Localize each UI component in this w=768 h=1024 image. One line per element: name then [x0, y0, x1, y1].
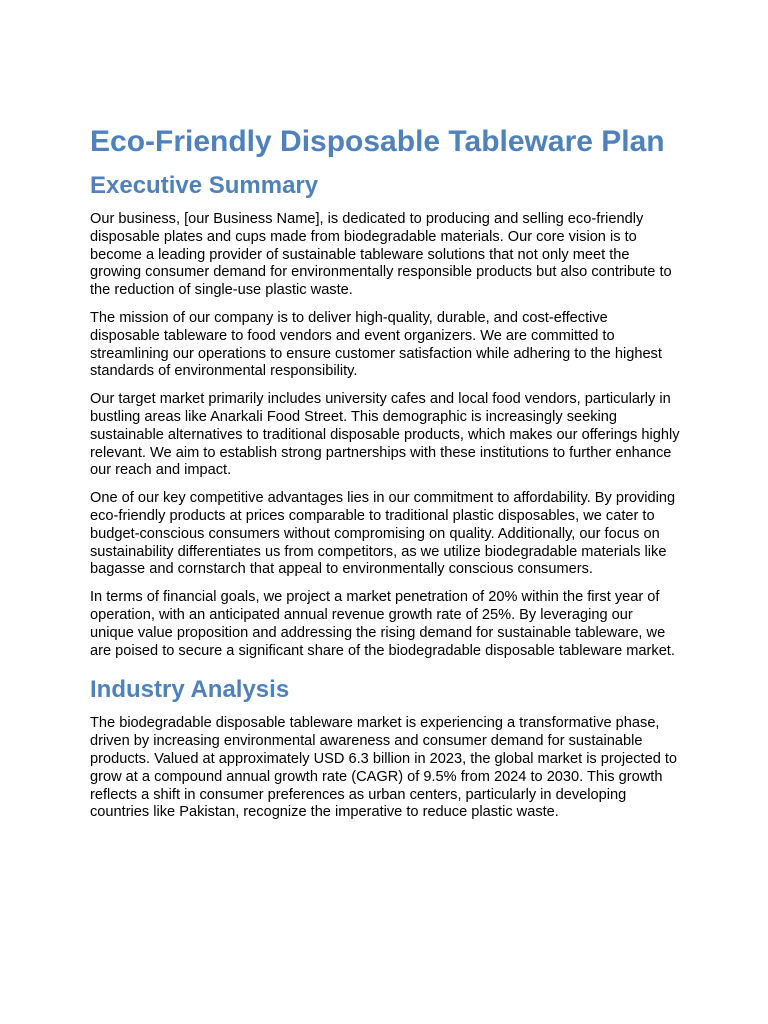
- section-heading: Executive Summary: [90, 172, 319, 199]
- document-page: [90, 122, 680, 832]
- section-industry-analysis: [90, 674, 680, 822]
- section-executive-summary: [90, 170, 680, 660]
- paragraph: The mission of our company is to deliver high-quality, durable, and cost-effective disposable tableware to food vendors and event organizers. We are committed to streamlining our operations to ensure customer satisfaction while adhering to the highest standards of environmental responsibility.: [90, 309, 662, 380]
- paragraph: One of our key competitive advantages lies in our commitment to affordability. By providing eco-friendly products at prices comparable to traditional plastic disposables, we cater to budget-conscious consumers without compromising on quality. Additionally, our focus on sustainability differentiates us from competitors, as we utilize biodegradable materials like bagasse and cornstarch that appeal to environmentally conscious consumers.: [90, 490, 676, 578]
- paragraph: Our target market primarily includes university cafes and local food vendors, particularly in bustling areas like Anarkali Food Street. This demographic is increasingly seeking sustainable alternatives to traditional disposable products, which makes our offerings highly relevant. We aim to establish strong partnerships with these institutions to further enhance our reach and impact.: [90, 391, 680, 479]
- paragraph: Our business, [our Business Name], is dedicated to producing and selling eco-friendly disposable plates and cups made from biodegradable materials. Our core vision is to become a leading provider of sustainable tableware solutions that not only meet the growing consumer demand for environmentally responsible products but also contribute to the reduction of single-use plastic waste.: [90, 211, 672, 299]
- section-heading: Industry Analysis: [90, 676, 290, 704]
- document-title: Eco-Friendly Disposable Tableware Plan: [90, 125, 665, 158]
- paragraph: The biodegradable disposable tableware market is experiencing a transformative phase, driven by increasing environmental awareness and consumer demand for sustainable products. Valued at approximately USD 6.3 billion in 2023, the global market is projected to grow at a compound annual growth rate (CAGR) of 9.5% from 2024 to 2030. This growth reflects a shift in consumer preferences as urban centers, particularly in developing countries like Pakistan, recognize the imperative to reduce plastic waste.: [90, 715, 678, 821]
- paragraph: In terms of financial goals, we project a market penetration of 20% within the first year of operation, with an anticipated annual revenue growth rate of 25%. By leveraging our unique value proposition and addressing the rising demand for sustainable tableware, we are poised to secure a significant share of the biodegradable disposable tableware market.: [90, 589, 675, 659]
